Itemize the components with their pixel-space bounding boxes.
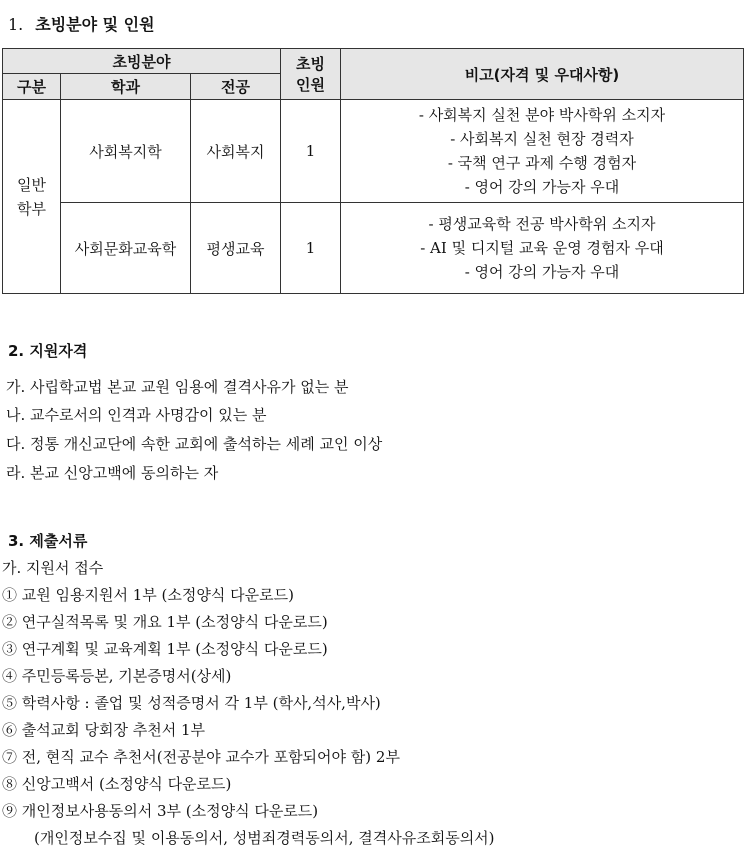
notes-cell bbox=[341, 100, 744, 203]
table-row bbox=[3, 100, 744, 203]
note-line: - 영어 강의 가능자 우대 bbox=[464, 263, 620, 281]
section3-subtitle: 가. 지원서 접수 bbox=[2, 559, 104, 577]
major-cell: 사회복지 bbox=[191, 100, 281, 203]
qualification-item: 라. 본교 신앙고백에 동의하는 자 bbox=[6, 464, 219, 482]
header-field: 초빙분야 bbox=[3, 49, 281, 74]
document-item: ④ 주민등록등본, 기본증명서(상세) bbox=[2, 667, 232, 685]
category-cell bbox=[3, 100, 61, 294]
section1-heading bbox=[8, 12, 155, 35]
major-cell: 평생교육 bbox=[191, 203, 281, 294]
header-count bbox=[281, 49, 341, 100]
notes-cell bbox=[341, 203, 744, 294]
count-cell: 1 bbox=[281, 100, 341, 203]
qualification-item: 가. 사립학교법 본교 교원 임용에 결격사유가 없는 분 bbox=[6, 378, 349, 396]
header-category: 구분 bbox=[3, 74, 61, 100]
count-cell: 1 bbox=[281, 203, 341, 294]
header-major: 전공 bbox=[191, 74, 281, 100]
document-item: ⑨ 개인정보사용동의서 3부 (소정양식 다운로드) bbox=[2, 802, 319, 820]
document-item: ① 교원 임용지원서 1부 (소정양식 다운로드) bbox=[2, 586, 294, 604]
table-row bbox=[3, 203, 744, 294]
section1-title: 초빙분야 및 인원 bbox=[35, 15, 155, 34]
document-item: ⑤ 학력사항 : 졸업 및 성적증명서 각 1부 (학사,석사,박사) bbox=[2, 694, 381, 712]
header-department: 학과 bbox=[61, 74, 191, 100]
department-cell: 사회복지학 bbox=[61, 100, 191, 203]
note-line: - 영어 강의 가능자 우대 bbox=[464, 178, 620, 196]
section3-title: 3. 제출서류 bbox=[8, 532, 88, 550]
document-item: ③ 연구계획 및 교육계획 1부 (소정양식 다운로드) bbox=[2, 640, 328, 658]
document-note: (개인정보수집 및 이용동의서, 성범죄경력동의서, 결격사유조회동의서) bbox=[34, 829, 495, 847]
qualification-item: 다. 정통 개신교단에 속한 교회에 출석하는 세례 교인 이상 bbox=[6, 435, 383, 453]
header-notes: 비고(자격 및 우대사항) bbox=[341, 49, 744, 100]
section1-number: 1. bbox=[8, 15, 24, 34]
category-line1: 일반 bbox=[17, 175, 46, 194]
document-item: ② 연구실적목록 및 개요 1부 (소정양식 다운로드) bbox=[2, 613, 328, 631]
document-item: ⑧ 신앙고백서 (소정양식 다운로드) bbox=[2, 775, 232, 793]
qualification-item: 나. 교수로서의 인격과 사명감이 있는 분 bbox=[6, 406, 267, 424]
recruitment-table bbox=[2, 48, 744, 294]
document-item: ⑦ 전, 현직 교수 추천서(전공분야 교수가 포함되어야 함) 2부 bbox=[2, 748, 400, 766]
header-count-line1: 초빙 bbox=[296, 55, 325, 73]
section2-title: 2. 지원자격 bbox=[8, 342, 88, 360]
header-count-line2: 인원 bbox=[296, 76, 325, 94]
department-cell: 사회문화교육학 bbox=[61, 203, 191, 294]
category-line2: 학부 bbox=[17, 199, 46, 218]
note-line: - 사회복지 실천 분야 박사학위 소지자 bbox=[418, 106, 666, 124]
note-line: - 사회복지 실천 현장 경력자 bbox=[450, 130, 634, 148]
note-line: - 평생교육학 전공 박사학위 소지자 bbox=[428, 215, 656, 233]
document-item: ⑥ 출석교회 당회장 추천서 1부 bbox=[2, 721, 206, 739]
note-line: - AI 및 디지털 교육 운영 경험자 우대 bbox=[420, 239, 664, 257]
note-line: - 국책 연구 과제 수행 경험자 bbox=[447, 154, 637, 172]
